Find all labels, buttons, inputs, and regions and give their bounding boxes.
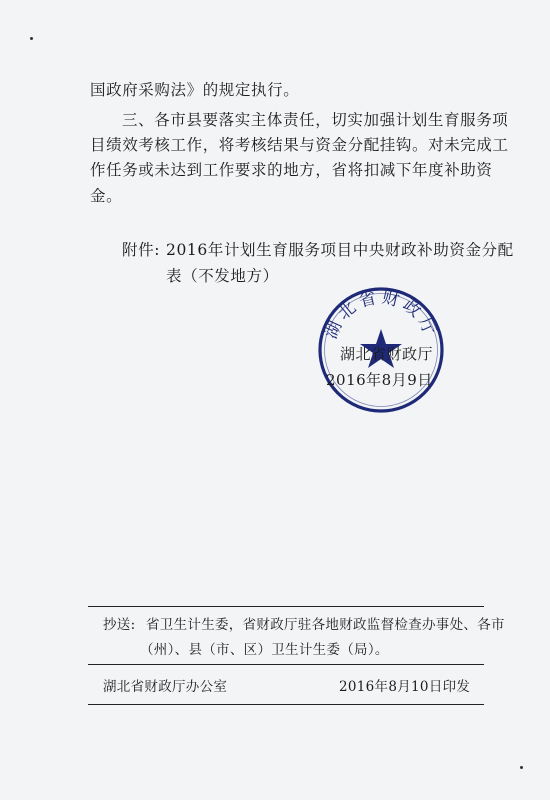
cc-label: 抄送: [103, 617, 136, 633]
cc-line-1: 省卫生计生委，省财政厅驻各地财政监督检查办事处、各市 [146, 617, 505, 633]
signature-date: 2016年8月9日 [326, 371, 433, 389]
footer-rule-top [88, 606, 484, 607]
issuing-office: 湖北省财政厅办公室 [103, 679, 228, 695]
cc-line-2: （州）、县（市、区）卫生计生委（局）。 [140, 642, 389, 658]
footer-rule-middle [88, 664, 484, 665]
body-line-2: 三、各市县要落实主体责任，切实加强计划生育服务项 [122, 111, 509, 129]
attachment-label: 附件: [122, 241, 161, 259]
body-line-1: 国政府采购法》的规定执行。 [90, 81, 300, 99]
body-line-4: 作任务或未达到工作要求的地方，省将扣减下年度补助资 [90, 161, 493, 179]
footer-rule-bottom [88, 704, 484, 705]
seal-text: 湖北省财政厅 [321, 287, 441, 342]
attachment-title-line-2: 表（不发地方） [166, 267, 279, 285]
attachment-title-line-1: 2016年计划生育服务项目中央财政补助资金分配 [166, 241, 514, 259]
scan-speck [520, 766, 523, 769]
signature-org: 湖北省财政厅 [340, 345, 434, 363]
body-line-3: 目绩效考核工作，将考核结果与资金分配挂钩。对未完成工 [90, 136, 509, 154]
scan-speck [30, 37, 33, 40]
body-line-5: 金。 [90, 187, 123, 205]
print-date: 2016年8月10日印发 [339, 679, 471, 695]
